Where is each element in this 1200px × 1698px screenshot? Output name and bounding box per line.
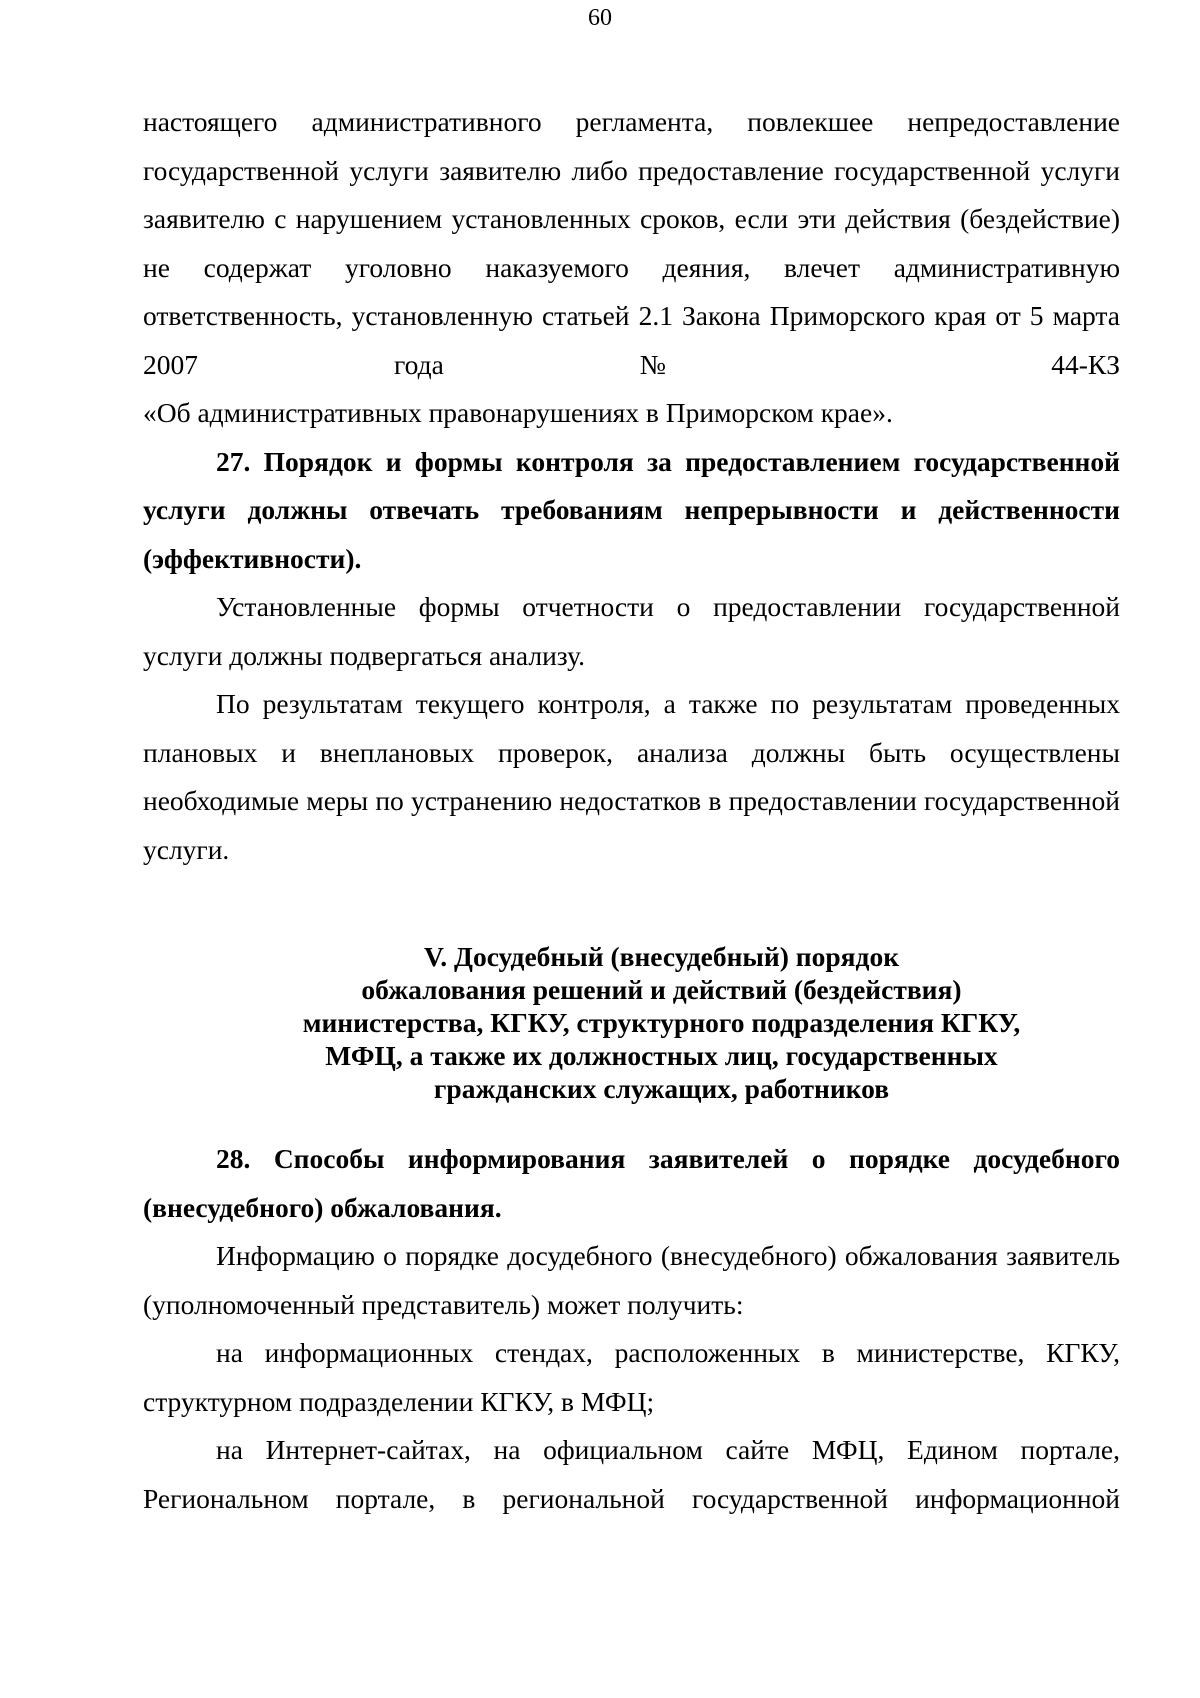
- heading-item-28: 28. Способы информирования заявителей о порядке досудебного (внесудебного) обжалования.: [143, 1143, 1120, 1223]
- document-body: [143, 98, 1120, 1523]
- section-title-line: министерства, КГКУ, структурного подразделения КГКУ,: [302, 1007, 1021, 1038]
- paragraph-info-websites: на Интернет-сайтах, на официальном сайте МФЦ, Едином портале, Региональном портале, в региональной государственной информационной: [143, 1434, 1120, 1514]
- section-title-line: V. Досудебный (внесудебный) порядок: [423, 941, 900, 972]
- paragraph-info-stands: на информационных стендах, расположенных в министерстве, КГКУ, структурном подразделении КГКУ, в МФЦ;: [143, 1337, 1120, 1417]
- section-title-line: обжалования решений и действий (бездействия): [361, 974, 962, 1005]
- section-title-v: [143, 940, 1120, 1105]
- heading-item-27: 27. Порядок и формы контроля за предоставлением государственной услуги должны отвечать требованиям непрерывности и действенности (эффективности).: [143, 445, 1120, 574]
- paragraph-reporting-forms: Установленные формы отчетности о предоставлении государственной услуги должны подвергаться анализу.: [143, 591, 1120, 671]
- page-number: 60: [588, 5, 612, 31]
- paragraph-liability: настоящего административного регламента, повлекшее непредоставление государственной услуги заявителю либо предоставление государственной услуги заявителю с нарушением установленных сроков, если эти действия (бездействие) не содержат уголовно наказуемого деяния, влечет административную ответственность, установленную статьей 2.1 Закона Приморского края от 5 марта 2007 года № 44-КЗ: [143, 106, 1120, 380]
- paragraph-liability-end: «Об административных правонарушениях в Приморском крае».: [143, 397, 893, 428]
- paragraph-info-sources: Информацию о порядке досудебного (внесудебного) обжалования заявитель (уполномоченный представитель) может получить:: [143, 1240, 1120, 1320]
- section-title-line: гражданских служащих, работников: [433, 1073, 890, 1104]
- section-title-line: МФЦ, а также их должностных лиц, государственных: [325, 1040, 998, 1071]
- paragraph-control-results: По результатам текущего контроля, а также по результатам проведенных плановых и внеплановых проверок, анализа должны быть осуществлены необходимые меры по устранению недостатков в предоставлении государственной услуги.: [143, 688, 1120, 865]
